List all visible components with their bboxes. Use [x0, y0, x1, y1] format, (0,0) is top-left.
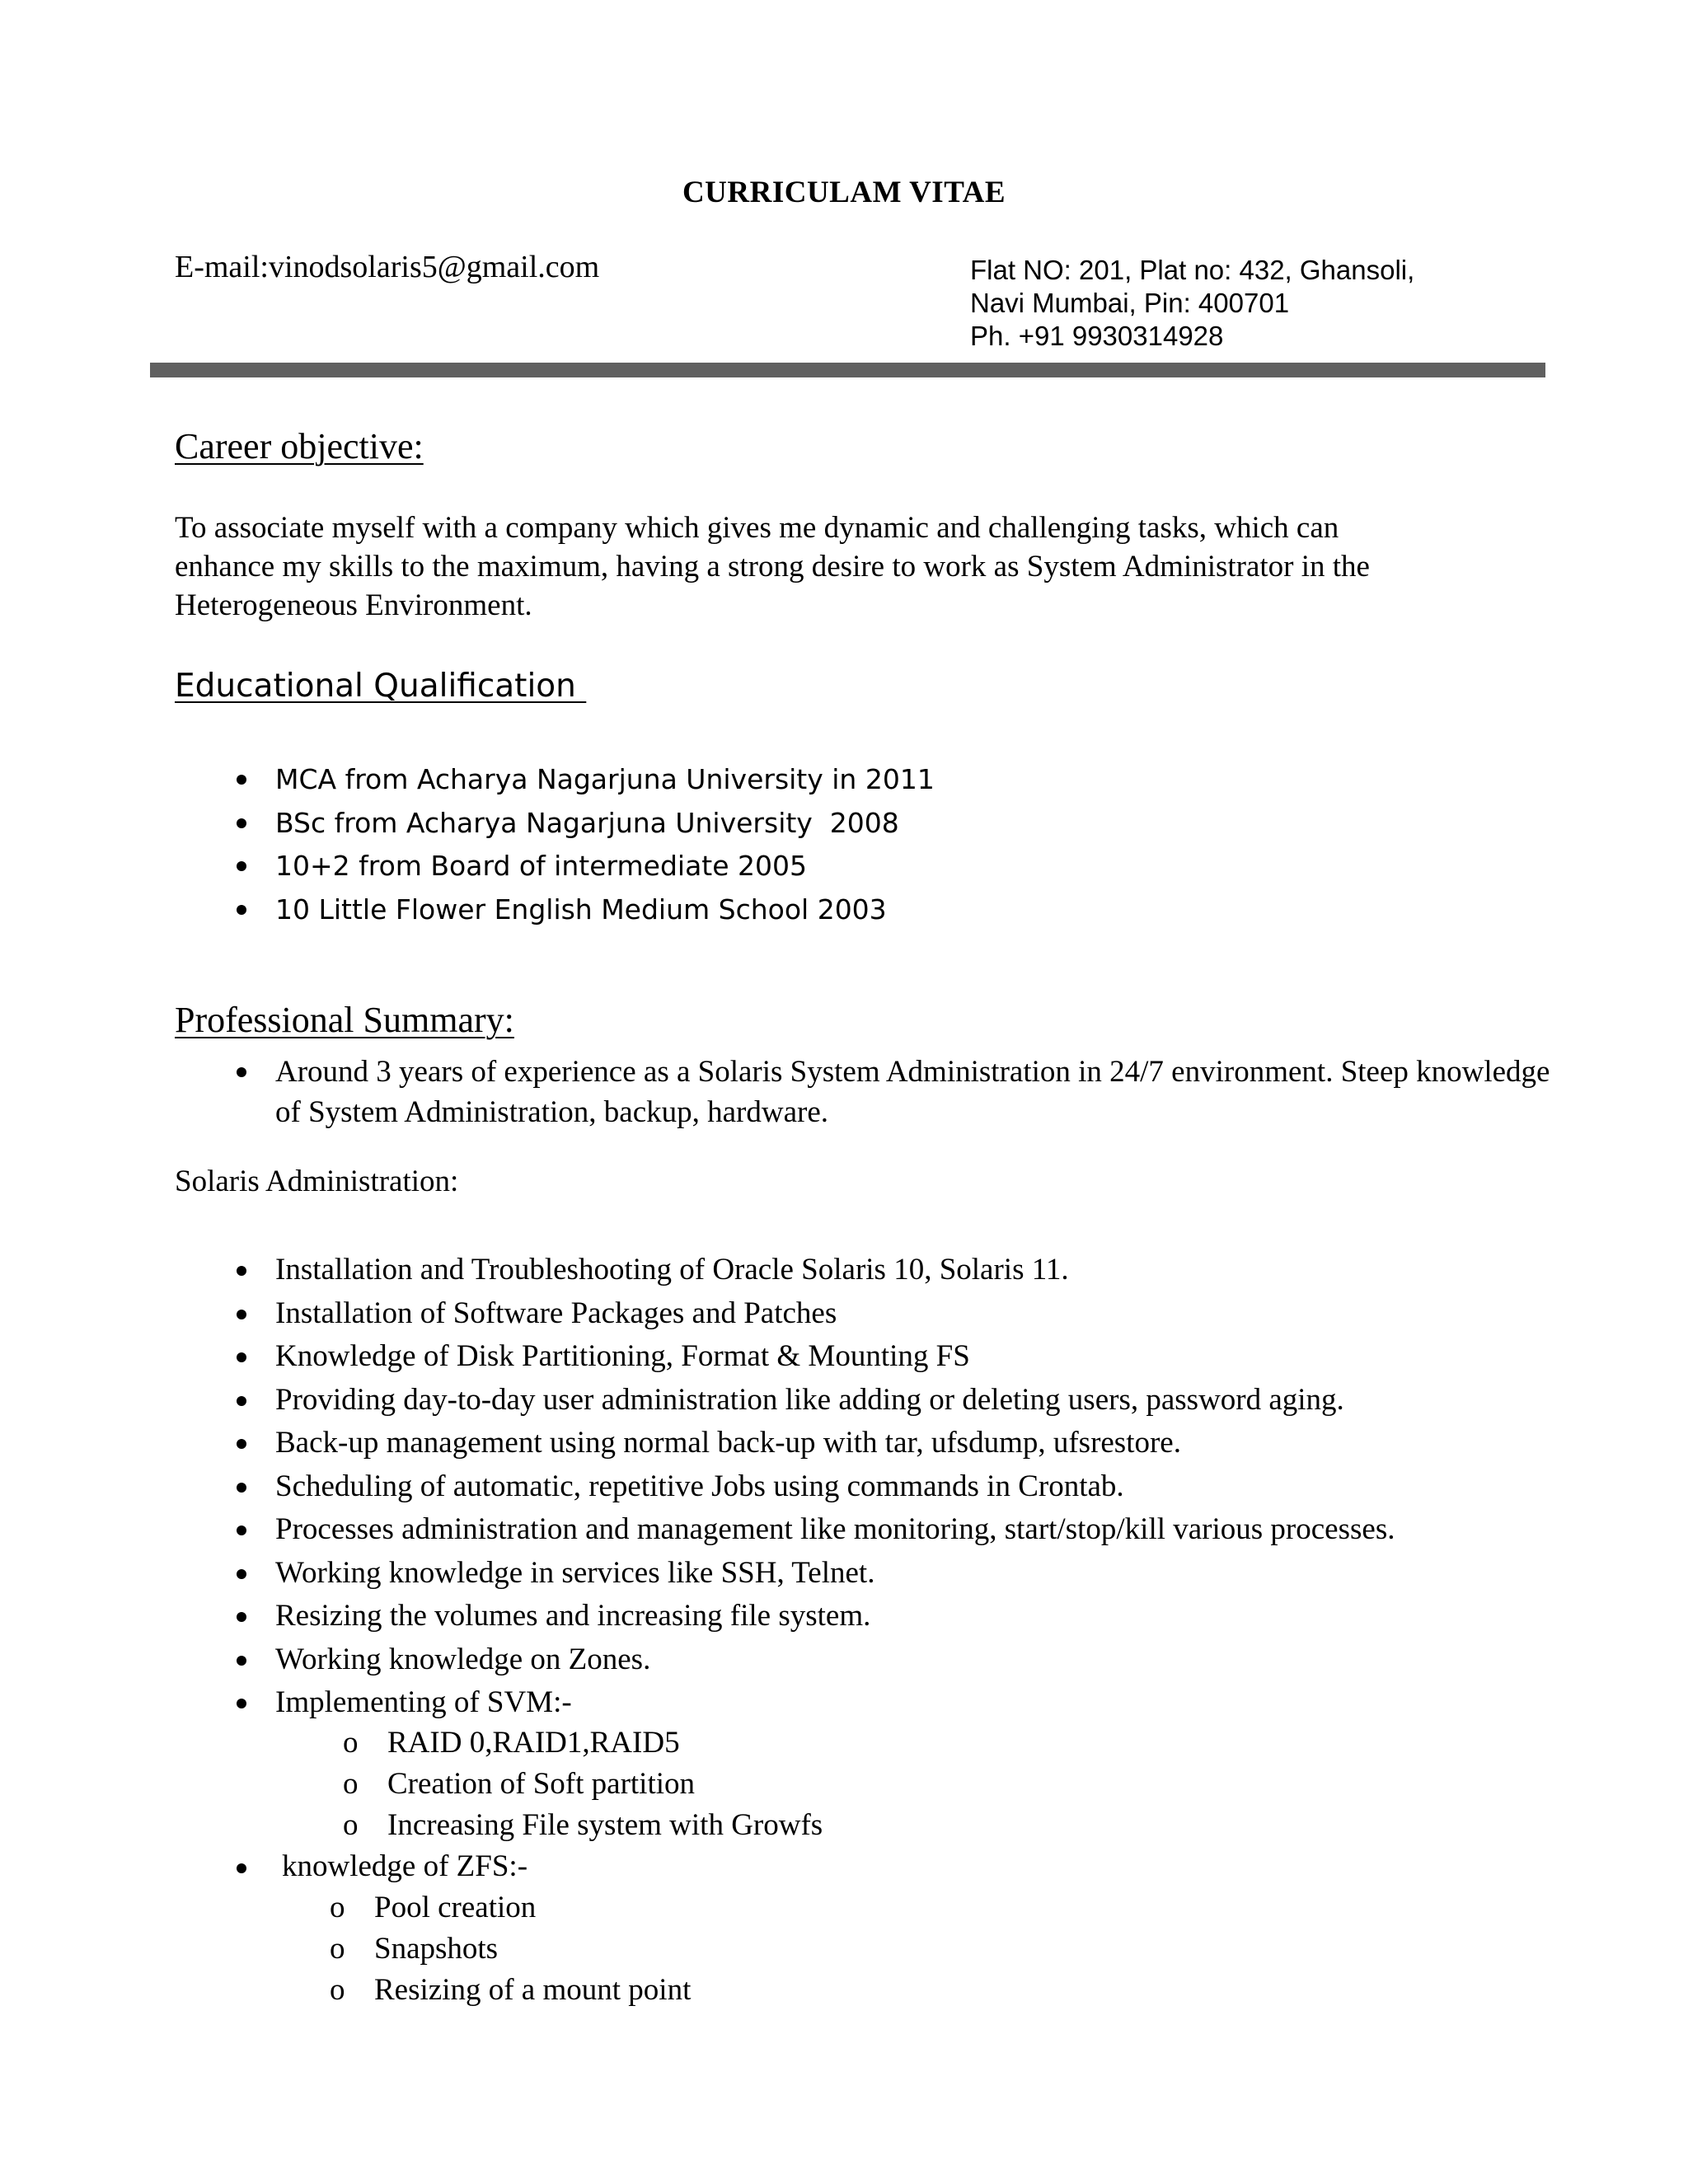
bullet-icon	[237, 1656, 246, 1666]
sub-bullet-icon: o	[343, 1767, 359, 1801]
career-objective-text	[175, 509, 1559, 625]
professional-summary-list	[275, 1052, 1561, 1132]
list-item: Processes administration and management like monitoring, start/stop/kill various processes.	[275, 1508, 1395, 1552]
list-item: Working knowledge on Zones.	[275, 1638, 1395, 1682]
address-line: Flat NO: 201, Plat no: 432, Ghansoli,	[970, 255, 1415, 285]
list-item: Installation of Software Packages and Patches	[275, 1292, 1395, 1336]
list-item: Resizing the volumes and increasing file system.	[275, 1595, 1395, 1638]
postal-address	[970, 254, 1414, 353]
list-item	[282, 1846, 528, 1887]
bullet-icon	[237, 775, 246, 785]
email-address: E-mail:vinodsolaris5@gmail.com	[175, 250, 600, 284]
list-item: MCA from Acharya Nagarjuna University in 2011	[275, 758, 935, 802]
list-item: Installation and Troubleshooting of Oracle Solaris 10, Solaris 11.	[275, 1249, 1395, 1292]
sub-list-item: o Pool creation	[374, 1887, 691, 1929]
list-item: Scheduling of automatic, repetitive Jobs using commands in Crontab.	[275, 1465, 1395, 1509]
sub-bullet-icon: o	[330, 1891, 345, 1924]
bullet-icon	[237, 1699, 246, 1708]
education-heading: Educational Qualification	[175, 668, 587, 705]
list-item: Working knowledge in services like SSH, Telnet.	[275, 1552, 1395, 1596]
list-item: Back-up management using normal back-up with tar, ufsdump, ufsrestore.	[275, 1422, 1395, 1465]
svm-sublist	[343, 1722, 823, 1846]
sub-bullet-icon: o	[343, 1808, 359, 1842]
list-item: Implementing of SVM:-	[275, 1681, 1395, 1725]
bullet-icon	[237, 1863, 246, 1873]
sub-list-item: o Snapshots	[374, 1929, 691, 1970]
bullet-icon	[237, 1439, 246, 1449]
bullet-icon	[237, 1396, 246, 1406]
sub-list-item: o Increasing File system with Growfs	[387, 1805, 823, 1846]
address-line: Navi Mumbai, Pin: 400701	[970, 288, 1290, 318]
header-divider	[150, 363, 1545, 377]
bullet-icon	[237, 818, 246, 828]
solaris-administration-heading: Solaris Administration:	[175, 1165, 459, 1198]
career-line: Heterogeneous Environment.	[175, 588, 532, 622]
sub-bullet-icon: o	[343, 1726, 359, 1760]
bullet-icon	[237, 861, 246, 871]
career-objective-heading: Career objective:	[175, 426, 424, 466]
list-item: Knowledge of Disk Partitioning, Format & Mounting FS	[275, 1335, 1395, 1379]
address-line: Ph. +91 9930314928	[970, 321, 1224, 351]
professional-summary-heading: Professional Summary:	[175, 1000, 514, 1040]
bullet-icon	[237, 1310, 246, 1319]
bullet-icon	[237, 1526, 246, 1535]
bullet-icon	[237, 1067, 246, 1077]
sub-list-item: o RAID 0,RAID1,RAID5	[387, 1722, 823, 1764]
list-item: BSc from Acharya Nagarjuna University 2008	[275, 802, 935, 846]
sub-list-item: o Resizing of a mount point	[374, 1970, 691, 2011]
bullet-icon	[237, 1612, 246, 1622]
list-item: Providing day-to-day user administration like adding or deleting users, password aging.	[275, 1379, 1395, 1422]
bullet-icon	[237, 1483, 246, 1493]
career-line: enhance my skills to the maximum, having a strong desire to work as System Administrator in the	[175, 550, 1370, 583]
zfs-label: knowledge of ZFS:-	[282, 1849, 528, 1883]
list-item: 10+2 from Board of intermediate 2005	[275, 845, 935, 888]
bullet-icon	[237, 905, 246, 915]
sub-list-item: o Creation of Soft partition	[387, 1764, 823, 1805]
list-item: 10 Little Flower English Medium School 2003	[275, 888, 935, 932]
bullet-icon	[237, 1266, 246, 1276]
sub-bullet-icon: o	[330, 1973, 345, 2007]
sub-bullet-icon: o	[330, 1932, 345, 1966]
career-line: To associate myself with a company which gives me dynamic and challenging tasks, which can	[175, 511, 1339, 545]
list-item: Around 3 years of experience as a Solaris System Administration in 24/7 environment. Steep knowledge of System Administration, backup, hardware.	[275, 1052, 1561, 1132]
bullet-icon	[237, 1569, 246, 1579]
page-title: CURRICULAM VITAE	[682, 176, 1006, 209]
bullet-icon	[237, 1352, 246, 1362]
solaris-administration-list	[275, 1249, 1395, 1725]
zfs-sublist	[330, 1887, 692, 2011]
education-list	[275, 758, 935, 931]
